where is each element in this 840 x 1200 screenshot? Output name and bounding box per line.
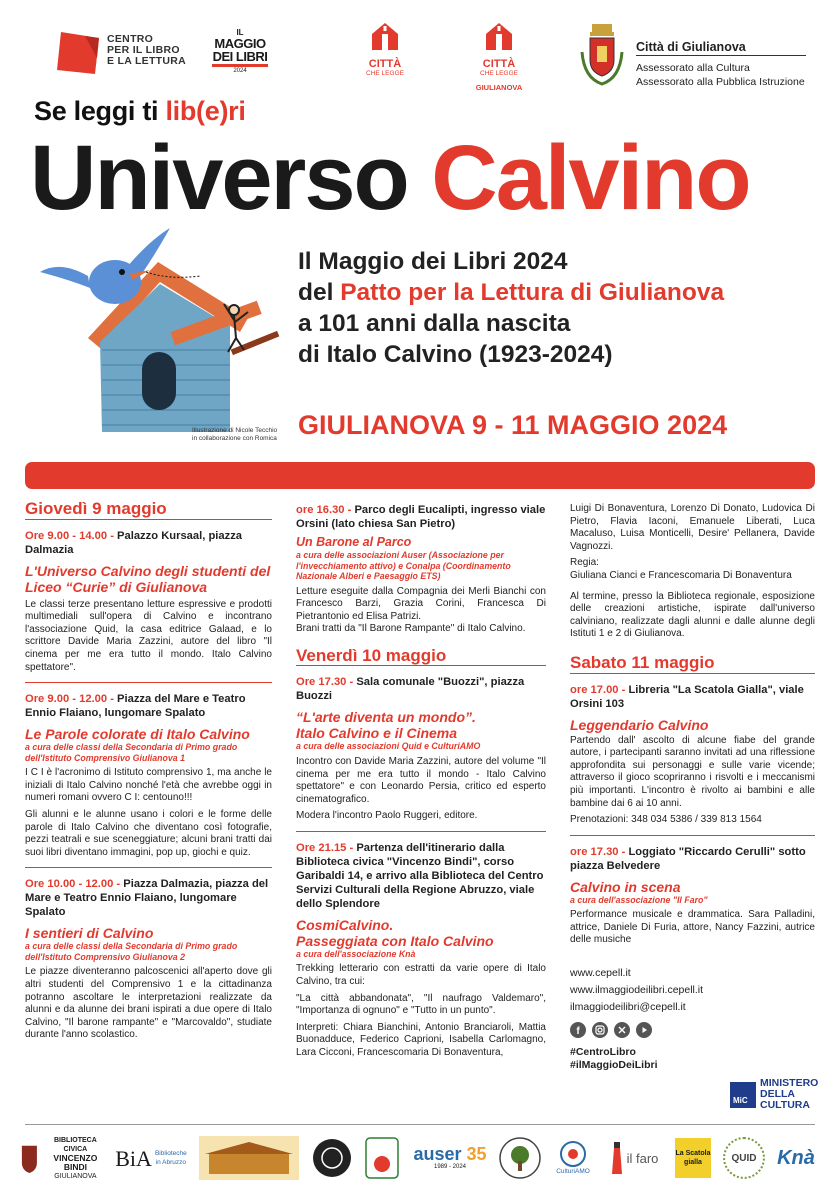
divider	[25, 519, 272, 520]
slogan-red-text: lib(e)ri	[165, 96, 246, 126]
event-title: Un Barone al Parco	[296, 535, 412, 549]
event-text: Luigi Di Bonaventura, Lorenzo Di Donato, Ludovica Di Pietro, Flavia Iaconi, Emanuele Liberati, Luca Macaluso, Luisa Monticelli, Desire' Pellanera, Davide Vagnozzi.	[570, 503, 815, 552]
school-building-icon	[199, 1136, 299, 1180]
event-place: Sala comunale "Buozzi", piazza Buozzi	[296, 676, 525, 703]
column-friday	[296, 503, 546, 1064]
intro-line	[298, 277, 724, 308]
credit-line: Illustrazione di Nicole Tecchio	[192, 427, 278, 434]
tree-seal-icon	[499, 1137, 541, 1179]
cepell-logo	[55, 30, 195, 80]
assessorato-cultura: Assessorato alla Cultura	[636, 62, 750, 74]
event-organizer: a cura dell'associazione Knà	[296, 948, 416, 959]
event-time: Ore 10.00 - 12.00 -	[25, 878, 121, 891]
hashtags	[570, 1046, 815, 1073]
event-text: Brani tratti da "Il Barone Rampante" di Italo Calvino.	[296, 623, 526, 635]
city-name: Città di Giulianova	[636, 40, 746, 54]
culturiamo-icon	[560, 1141, 586, 1167]
event-title: Italo Calvino e il Cinema	[296, 725, 458, 742]
instagram-icon[interactable]	[592, 1022, 608, 1038]
event-header	[296, 503, 546, 531]
book-icon	[55, 30, 101, 76]
event-place: Partenza dell'itinerario dalla Biblioteca civica "Vincenzo Bindi", corso Garibaldi 14, e arrivo alla Biblioteca del Centro Servizi Culturali della Regione Abruzzo, viale dello Splendore	[296, 841, 544, 910]
divider	[636, 55, 806, 56]
cepell-line: CENTRO	[107, 33, 154, 45]
auser-num: 35	[466, 1143, 487, 1164]
event-time: Ore 9.00 - 14.00 -	[25, 529, 114, 542]
istituto-logo	[196, 1132, 301, 1184]
ministero-line: DELLA	[760, 1088, 795, 1100]
assessorato-istruzione: Assessorato alla Pubblica Istruzione	[636, 76, 805, 88]
quid-text: QUID	[723, 1137, 765, 1179]
intro-line: Il Maggio dei Libri 2024	[298, 248, 568, 275]
column-thursday	[25, 499, 272, 1046]
links-block	[570, 967, 815, 1014]
citta-logo-line: CITTÀ	[482, 58, 516, 70]
scatola-gialla-logo	[672, 1132, 714, 1184]
dark-circle-logo	[310, 1132, 354, 1184]
regia-names: Giuliana Cianci e Francescomaria Di Bonaventura	[570, 569, 792, 581]
divider	[570, 673, 815, 674]
booking-phone: Prenotazioni: 348 034 5386 / 339 813 1564	[570, 814, 762, 826]
event-time: Ore 17.30 -	[296, 676, 354, 689]
divider	[25, 682, 272, 683]
event-organizer: a cura delle classi della Secondaria di Primo grado dell'Istituto Comprensivo Giulianova 1	[25, 742, 238, 763]
website-link[interactable]: www.ilmaggiodeilibri.cepell.it	[570, 983, 704, 996]
event-header	[570, 845, 815, 873]
divider	[25, 867, 272, 868]
citta-che-legge-giulianova-logo	[464, 20, 534, 92]
event-organizer: a cura dell'associazione "Il Faro"	[570, 894, 708, 905]
kna-text: Knà	[777, 1146, 815, 1169]
youtube-icon[interactable]	[636, 1022, 652, 1038]
event-place: Piazza Dalmazia, piazza del Mare e Teatro Ennio Flaiano, lungomare Spalato	[25, 878, 269, 919]
event-title: CosmiCalvino.	[296, 916, 394, 933]
event-header	[25, 877, 272, 919]
intro-line: a 101 anni dalla nascita	[298, 310, 571, 337]
event-place: Loggiato "Riccardo Cerulli" sotto piazza Belvedere	[570, 845, 806, 872]
event-time: ore 16.30 -	[296, 504, 352, 516]
event-text: Le piazze diventeranno palcoscenici all'aperto dove gli altri studenti del Comprensivo 1 e la cittadinanza potranno ascoltare le interpretazioni realizzate da alunni e da alunne dei brani ispirati a due opere di Italo Calvino, "Il barone rampante" e "Marcovaldo", studiate durante l'anno scolastico.	[25, 966, 272, 1041]
event-header	[25, 529, 272, 557]
intro-block	[298, 246, 724, 370]
cepell-line: PER IL LIBRO	[107, 44, 180, 56]
intro-red-text: Patto per la Lettura di Giulianova	[340, 279, 725, 306]
quid-logo	[722, 1132, 766, 1184]
event-header	[25, 692, 272, 720]
event-text: I C I è l'acronimo di Istituto comprensivo 1, ma anche le iniziali di Italo Calvino nonché l'età che avrebbe oggi in numeri romani ovvero C I: centouno!!!	[25, 767, 272, 804]
cepell-line: E LA LETTURA	[107, 55, 187, 67]
event-title: Calvino in scena	[570, 878, 681, 895]
event-title: Leggendario Calvino	[570, 716, 709, 733]
event-text: Performance musicale e drammatica. Sara Palladini, attrice, Daniele Di Furia, attore, Nancy Fazzini, autrice delle musiche	[570, 909, 815, 946]
citta-logo-line: CITTÀ	[368, 58, 402, 70]
citta-logo-sub: GIULIANOVA	[475, 83, 523, 92]
bindi-logo	[20, 1132, 108, 1184]
liceo-icon	[362, 1136, 402, 1180]
event-text: Incontro con Davide Maria Zazzini, autore del volume "Il cinema per me era tutto il mondo - Italo Calvino spettatore" e con Leonardo Persia, critico ed esperto cinematografico.	[296, 755, 546, 805]
bia-sub: Biblioteche in Abruzzo	[154, 1150, 187, 1166]
hashtag: #ilMaggioDeiLibri	[570, 1059, 658, 1072]
circle-badge-icon	[312, 1138, 352, 1178]
event-text: Gli alunni e le alunne usano i colori e le forme delle parole di Italo Calvino che diventano così fotografie, pezzi teatrali e sue sceneggiature; alcuni brani tratti dai suoi libri diventano immagini, pop up, giochi e quiz.	[25, 808, 272, 858]
svg-text:f: f	[576, 1025, 580, 1037]
partner-logos	[20, 1132, 820, 1184]
maggio-dei-libri-logo	[212, 28, 268, 80]
slogan-text: Se leggi ti	[34, 96, 166, 126]
event-dates: GIULIANOVA 9 - 11 MAGGIO 2024	[298, 410, 728, 440]
event-organizer: a cura delle associazioni Auser (Associazione per l'invecchiamento attivo) e Conalpa (Coordinamento Nazionale Alberi e Paesaggio ETS)	[296, 550, 511, 581]
facebook-icon[interactable]	[570, 1022, 586, 1038]
red-banner-bar	[25, 462, 815, 489]
event-time: Ore 21.15 -	[296, 841, 354, 854]
crest-icon	[20, 1141, 39, 1175]
hashtag: #CentroLibro	[570, 1045, 636, 1058]
ministero-cultura-logo	[730, 1078, 820, 1114]
regia-label: Regia:	[570, 557, 599, 569]
event-text: Le classi terze presentano letture espressive e prodotti multimediali sull'opera di Calvino e incontrano l'associazione Quid, la casa editrice Galaad, e lo scrittore Davide Maria Zazzini, autore del libro "Il cinema per me era tutto il mondo. Italo Calvino spettatore".	[25, 598, 272, 673]
event-organizer: a cura delle classi della Secondaria di Primo grado dell'Istituto Comprensivo Giulianova 2	[25, 941, 238, 962]
house-book-icon	[368, 20, 402, 52]
ministero-line: CULTURA	[760, 1099, 810, 1111]
credit-line: in collaborazione con Romica	[192, 435, 277, 442]
bia-logo	[116, 1132, 186, 1184]
conalpa-logo	[498, 1132, 542, 1184]
column-saturday	[570, 503, 815, 1073]
citta-logo-line: CHE LEGGE	[480, 70, 518, 77]
event-title: “L'arte diventa un mondo”.	[296, 709, 476, 726]
event-title: Passeggiata con Italo Calvino	[296, 932, 494, 949]
day-heading: Venerdì 10 maggio	[296, 645, 447, 665]
liceo-logo	[360, 1132, 404, 1184]
il-faro-logo	[604, 1132, 664, 1184]
event-header	[570, 683, 815, 711]
maggio-logo-line: MAGGIO DEI LIBRI	[212, 37, 268, 67]
birdhouse-illustration	[40, 220, 290, 460]
intro-text: del	[298, 279, 341, 306]
event-text: Letture eseguite dalla Compagnia dei Merli Bianchi con Francesco Barzi, Grazia Corini, Francesca Di Pietrantonio ed Elisa Patrizi.	[296, 585, 546, 622]
city-crest-icon	[578, 22, 626, 88]
mic-text: MiC	[733, 1096, 748, 1105]
x-twitter-icon[interactable]	[614, 1022, 630, 1038]
ministero-line: MINISTERO	[760, 1077, 819, 1089]
bia-text: BiA	[115, 1145, 152, 1171]
event-title: Le Parole colorate di Italo Calvino	[25, 726, 250, 743]
event-place: Palazzo Kursaal, piazza Dalmazia	[25, 529, 243, 556]
culturiamo-text: CulturiAMO	[556, 1167, 590, 1175]
divider	[570, 835, 815, 836]
slogan	[34, 96, 246, 127]
kna-logo	[772, 1132, 820, 1184]
bindi-line: VINCENZO BINDI	[53, 1152, 98, 1172]
day-heading: Sabato 11 maggio	[570, 652, 715, 672]
page-title	[30, 128, 750, 228]
event-text: Al termine, presso la Biblioteca regionale, esposizione delle creazioni artistiche, ispirate dall'universo calviniano, realizzate dagli alunni e dalle alunne degli Istituti 1 e 2 di Giulianova.	[570, 590, 815, 640]
divider	[296, 831, 546, 832]
culturiamo-logo	[550, 1132, 596, 1184]
event-text: "La città abbandonata", "Il naufrago Valdemaro", "Importanza di ognuno" e "Tutto in un punto".	[296, 992, 546, 1017]
event-text: Trekking letterario con estratti da varie opere di Italo Calvino, tra cui:	[296, 963, 546, 988]
citta-che-legge-logo	[350, 20, 420, 92]
house-book-icon	[482, 20, 516, 52]
maggio-logo-line: IL	[236, 28, 244, 37]
event-place: Piazza del Mare e Teatro Ennio Flaiano, lungomare Spalato	[25, 693, 246, 720]
event-text: Partendo dall' ascolto di alcune fiabe del grande autore, i partecipanti saranno invitati ad una riflessione approfondita sui personaggi e sulle varie vicende; attraverso il gioco scopriranno i risvolti e i meccanismi più importanti. L'incontro è rivolto ai bambini e alle bambine dai 6 ai 10 anni.	[570, 734, 815, 809]
divider	[25, 1124, 815, 1125]
auser-logo	[410, 1132, 490, 1184]
citta-di-giulianova-logo	[578, 22, 818, 92]
illustration-credit	[192, 427, 277, 443]
event-place: Parco degli Eucalipti, ingresso viale Orsini (lato chiesa San Pietro)	[296, 504, 546, 530]
auser-years: 1989 - 2024	[433, 1163, 467, 1170]
scatola-text: La Scatola gialla	[675, 1138, 711, 1178]
event-time: ore 17.30 -	[570, 845, 626, 858]
day-heading: Giovedì 9 maggio	[25, 499, 167, 518]
event-text: Interpreti: Chiara Bianchini, Antonio Branciaroli, Mattia Buonadduce, Federico Caprioni, Isabella Carlomagno, Lara Cicconi, Francescomaria Di Bonaventura,	[296, 1021, 546, 1058]
event-place: Libreria "La Scatola Gialla", viale Orsini 103	[570, 683, 804, 710]
divider	[296, 665, 546, 666]
title-black: Universo	[30, 127, 408, 229]
bindi-line: GIULIANOVA	[54, 1172, 97, 1180]
event-text: Modera l'incontro Paolo Ruggeri, editore.	[296, 810, 478, 822]
citta-logo-line: CHE LEGGE	[366, 70, 404, 77]
event-title: L'Universo Calvino degli studenti del Liceo “Curie” di Giulianova	[25, 562, 271, 595]
event-header	[296, 841, 546, 911]
event-title: I sentieri di Calvino	[25, 925, 154, 942]
event-organizer: a cura delle associazioni Quid e CulturiAMO	[296, 741, 481, 752]
maggio-logo-line: 2024	[233, 68, 247, 74]
event-header	[296, 675, 546, 703]
email-link[interactable]: ilmaggiodeilibri@cepell.it	[570, 1000, 686, 1013]
title-red: Calvino	[431, 127, 750, 229]
social-icons	[570, 1022, 815, 1038]
bindi-line: BIBLIOTECA CIVICA	[54, 1136, 97, 1153]
auser-text: auser	[413, 1143, 462, 1164]
mic-icon	[730, 1082, 756, 1108]
lighthouse-icon	[610, 1140, 624, 1176]
event-time: ore 17.00 -	[570, 683, 626, 696]
intro-line: di Italo Calvino (1923-2024)	[298, 341, 613, 368]
faro-text: il faro	[626, 1150, 659, 1166]
website-link[interactable]: www.cepell.it	[570, 966, 631, 979]
event-time: Ore 9.00 - 12.00 -	[25, 693, 114, 706]
